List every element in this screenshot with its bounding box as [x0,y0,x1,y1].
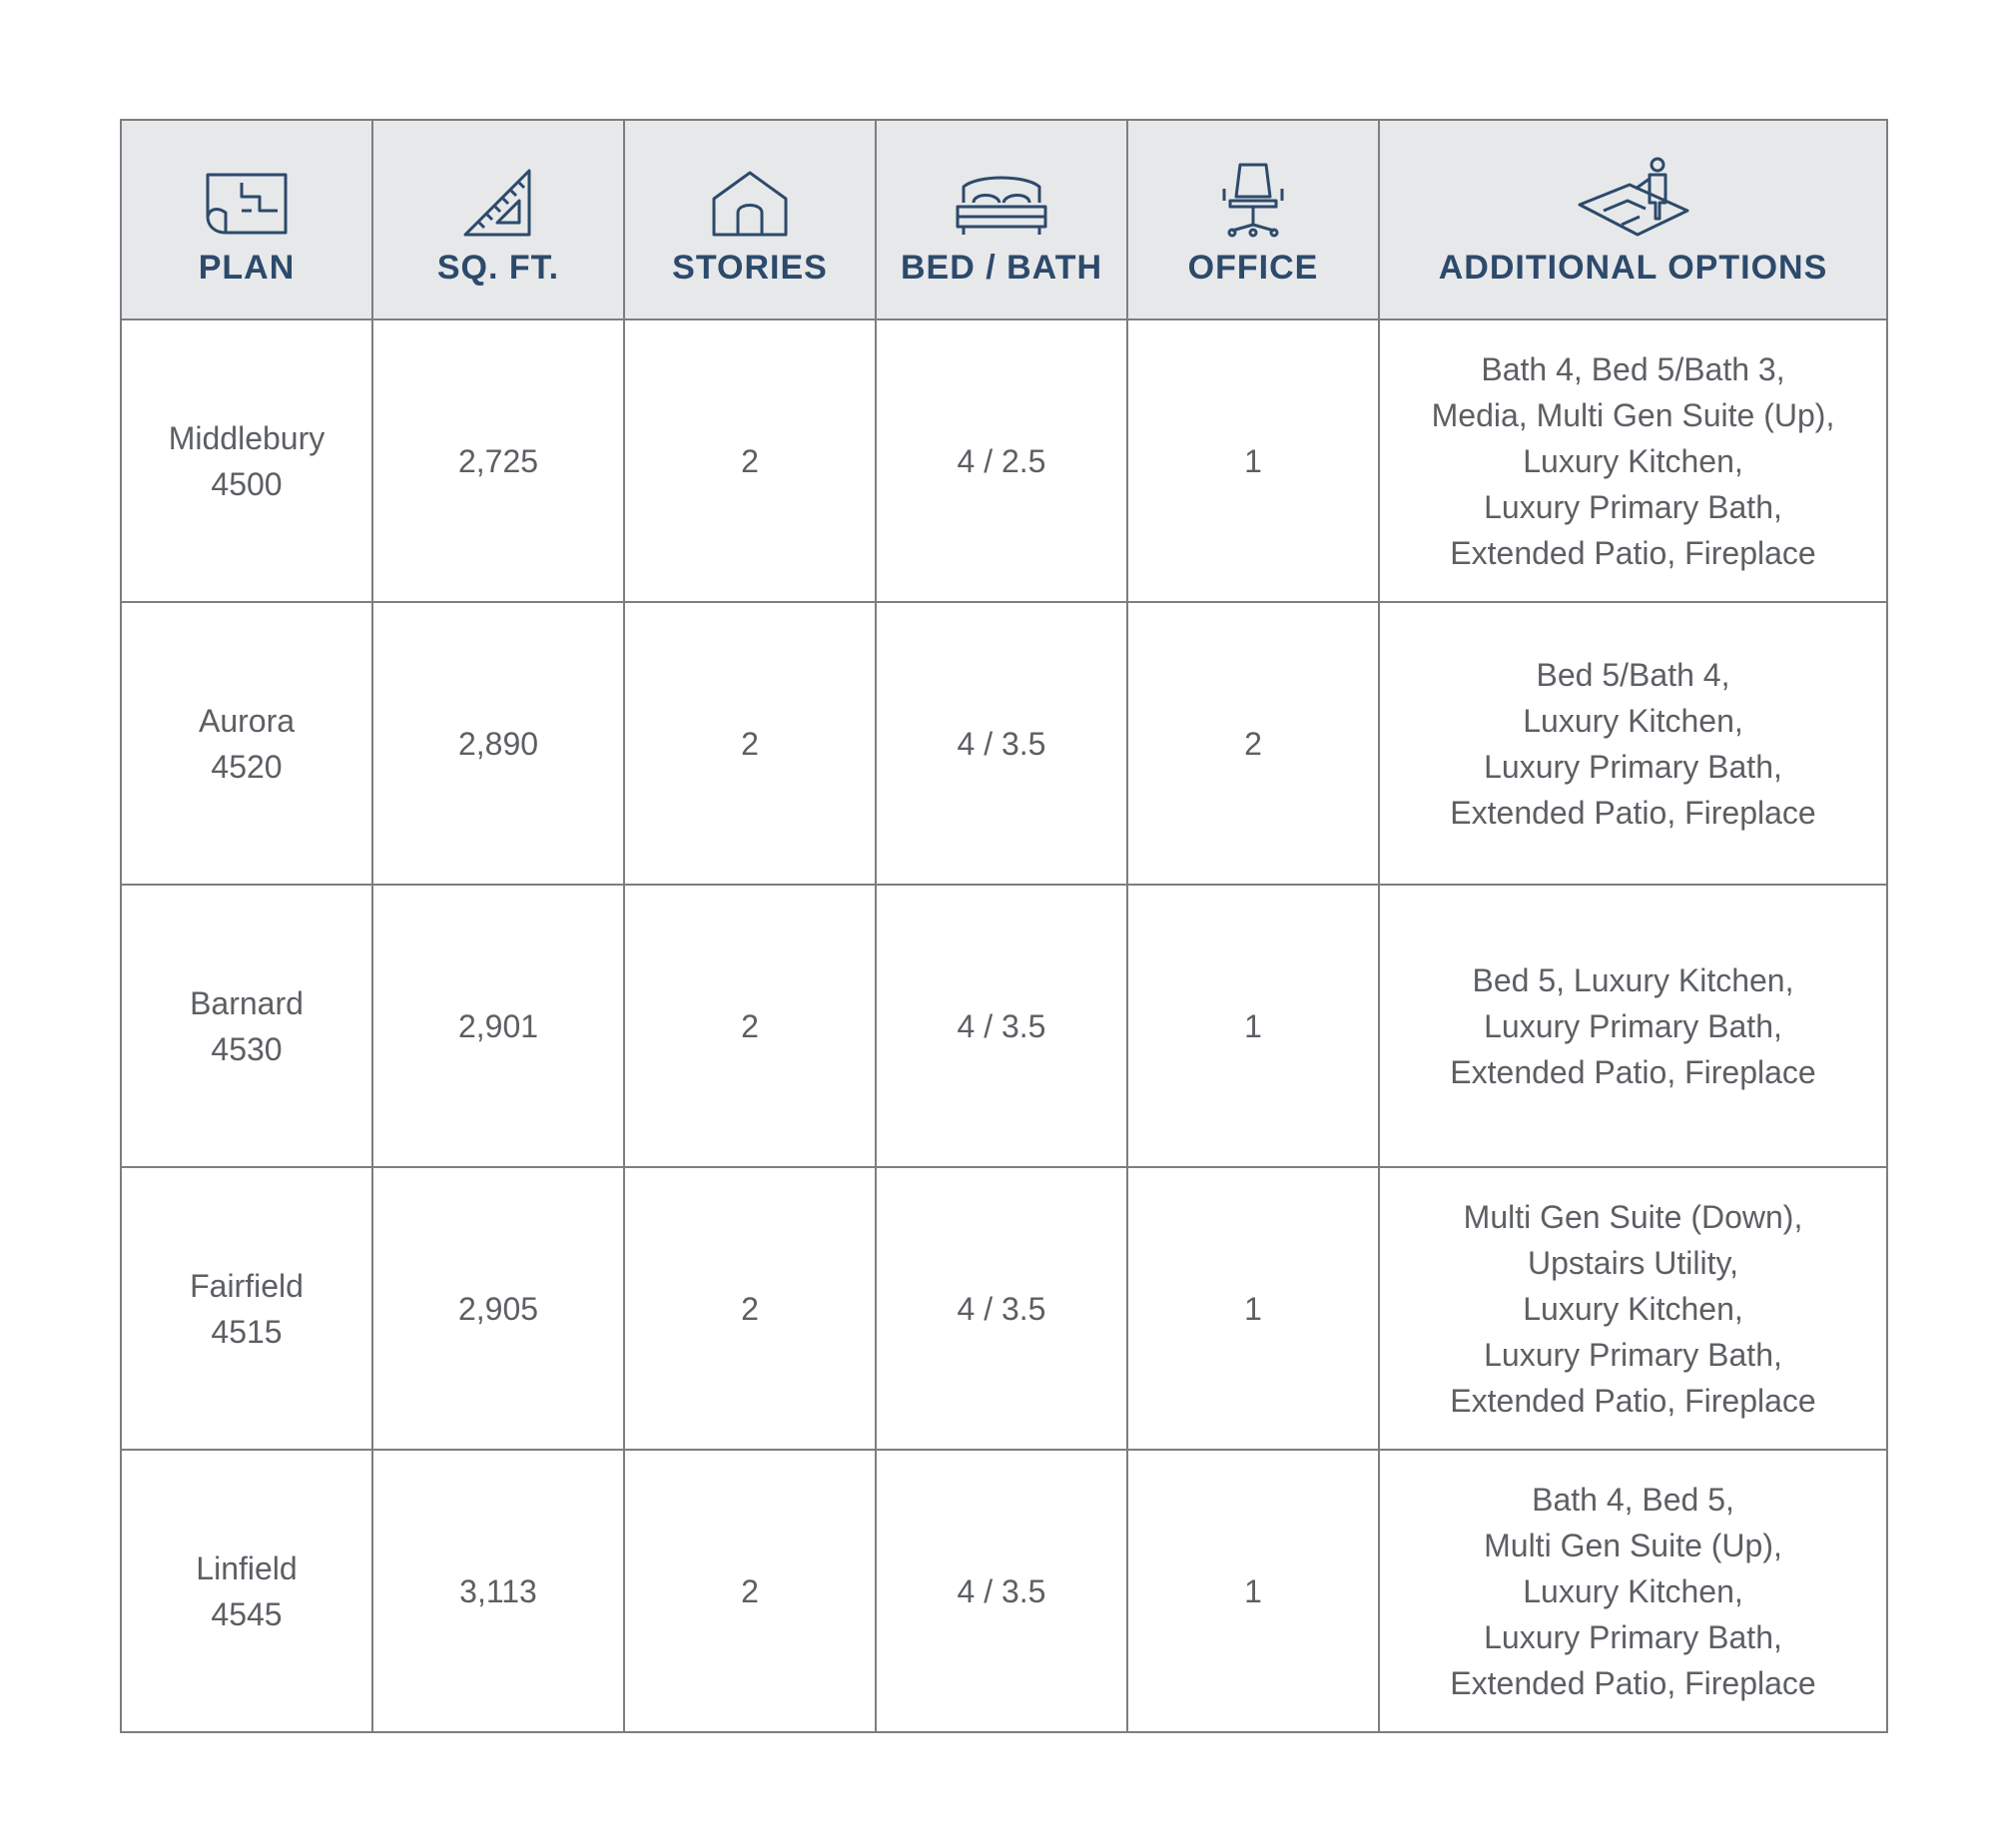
office-cell: 1 [1127,885,1379,1167]
option-line: Luxury Kitchen, [1523,702,1743,739]
option-line: Luxury Primary Bath, [1484,748,1782,785]
stories-cell: 2 [624,319,876,602]
header-options-label: ADDITIONAL OPTIONS [1438,248,1828,287]
sqft-cell: 3,113 [372,1450,624,1732]
bed-icon [954,153,1049,239]
plan-cell [121,1167,372,1450]
option-line: Luxury Kitchen, [1523,1290,1743,1327]
header-plan [121,120,372,319]
stories-cell: 2 [624,602,876,885]
header-stories [624,120,876,319]
option-line: Bed 5, Luxury Kitchen, [1472,961,1794,998]
office-cell: 1 [1127,319,1379,602]
office-cell: 1 [1127,1167,1379,1450]
header-office-label: OFFICE [1187,248,1319,287]
office-cell: 1 [1127,1450,1379,1732]
plan-name: Fairfield [190,1267,304,1304]
option-line: Extended Patio, Fireplace [1450,1382,1816,1419]
options-cell [1379,885,1887,1167]
option-line: Bed 5/Bath 4, [1536,656,1730,693]
option-line: Bath 4, Bed 5/Bath 3, [1481,350,1785,387]
sqft-cell: 2,905 [372,1167,624,1450]
sqft-cell: 2,901 [372,885,624,1167]
option-line: Bath 4, Bed 5, [1532,1481,1734,1518]
table-row [121,1167,1887,1450]
plan-cell [121,602,372,885]
floor-plans-table [120,119,1888,1733]
option-line: Luxury Primary Bath, [1484,1336,1782,1373]
options-cell [1379,602,1887,885]
stories-cell: 2 [624,1450,876,1732]
bedbath-cell: 4 / 3.5 [876,1167,1127,1450]
plan-number: 4530 [211,1030,283,1067]
bedbath-cell: 4 / 2.5 [876,319,1127,602]
options-cell [1379,1167,1887,1450]
table-row [121,885,1887,1167]
house-icon [710,153,790,239]
plan-number: 4515 [211,1313,283,1350]
header-options [1379,120,1887,319]
office-cell: 2 [1127,602,1379,885]
header-plan-label: PLAN [198,248,296,287]
option-line: Luxury Kitchen, [1523,442,1743,479]
triangle-ruler-icon [461,153,535,239]
option-line: Extended Patio, Fireplace [1450,794,1816,831]
table-header-row [121,120,1887,319]
plan-number: 4500 [211,465,283,502]
office-chair-icon [1218,153,1288,239]
plan-number: 4545 [211,1595,283,1632]
table-row [121,319,1887,602]
plan-cell [121,319,372,602]
header-bedbath [876,120,1127,319]
option-line: Luxury Primary Bath, [1484,488,1782,525]
stories-cell: 2 [624,885,876,1167]
plan-cell [121,1450,372,1732]
option-line: Luxury Primary Bath, [1484,1618,1782,1655]
plan-number: 4520 [211,748,283,785]
header-stories-label: STORIES [672,248,828,287]
option-line: Extended Patio, Fireplace [1450,534,1816,571]
option-line: Multi Gen Suite (Up), [1484,1527,1782,1563]
plan-cell [121,885,372,1167]
option-line: Luxury Kitchen, [1523,1572,1743,1609]
stories-cell: 2 [624,1167,876,1450]
option-line: Multi Gen Suite (Down), [1463,1198,1803,1235]
sqft-cell: 2,890 [372,602,624,885]
option-line: Extended Patio, Fireplace [1450,1053,1816,1090]
sqft-cell: 2,725 [372,319,624,602]
header-office [1127,120,1379,319]
bedbath-cell: 4 / 3.5 [876,1450,1127,1732]
bedbath-cell: 4 / 3.5 [876,602,1127,885]
table-row [121,1450,1887,1732]
option-line: Media, Multi Gen Suite (Up), [1431,396,1835,433]
options-cell [1379,319,1887,602]
option-line: Upstairs Utility, [1528,1244,1738,1281]
header-bedbath-label: BED / BATH [900,248,1103,287]
person-blueprint-icon [1576,153,1691,239]
header-sqft [372,120,624,319]
option-line: Luxury Primary Bath, [1484,1007,1782,1044]
bedbath-cell: 4 / 3.5 [876,885,1127,1167]
options-cell [1379,1450,1887,1732]
plan-name: Barnard [190,984,304,1021]
table-row [121,602,1887,885]
plan-name: Aurora [198,702,296,739]
plan-name: Middlebury [168,419,326,456]
floor-plan-icon [202,153,292,239]
option-line: Extended Patio, Fireplace [1450,1664,1816,1701]
header-sqft-label: SQ. FT. [436,248,560,287]
plan-name: Linfield [196,1549,298,1586]
